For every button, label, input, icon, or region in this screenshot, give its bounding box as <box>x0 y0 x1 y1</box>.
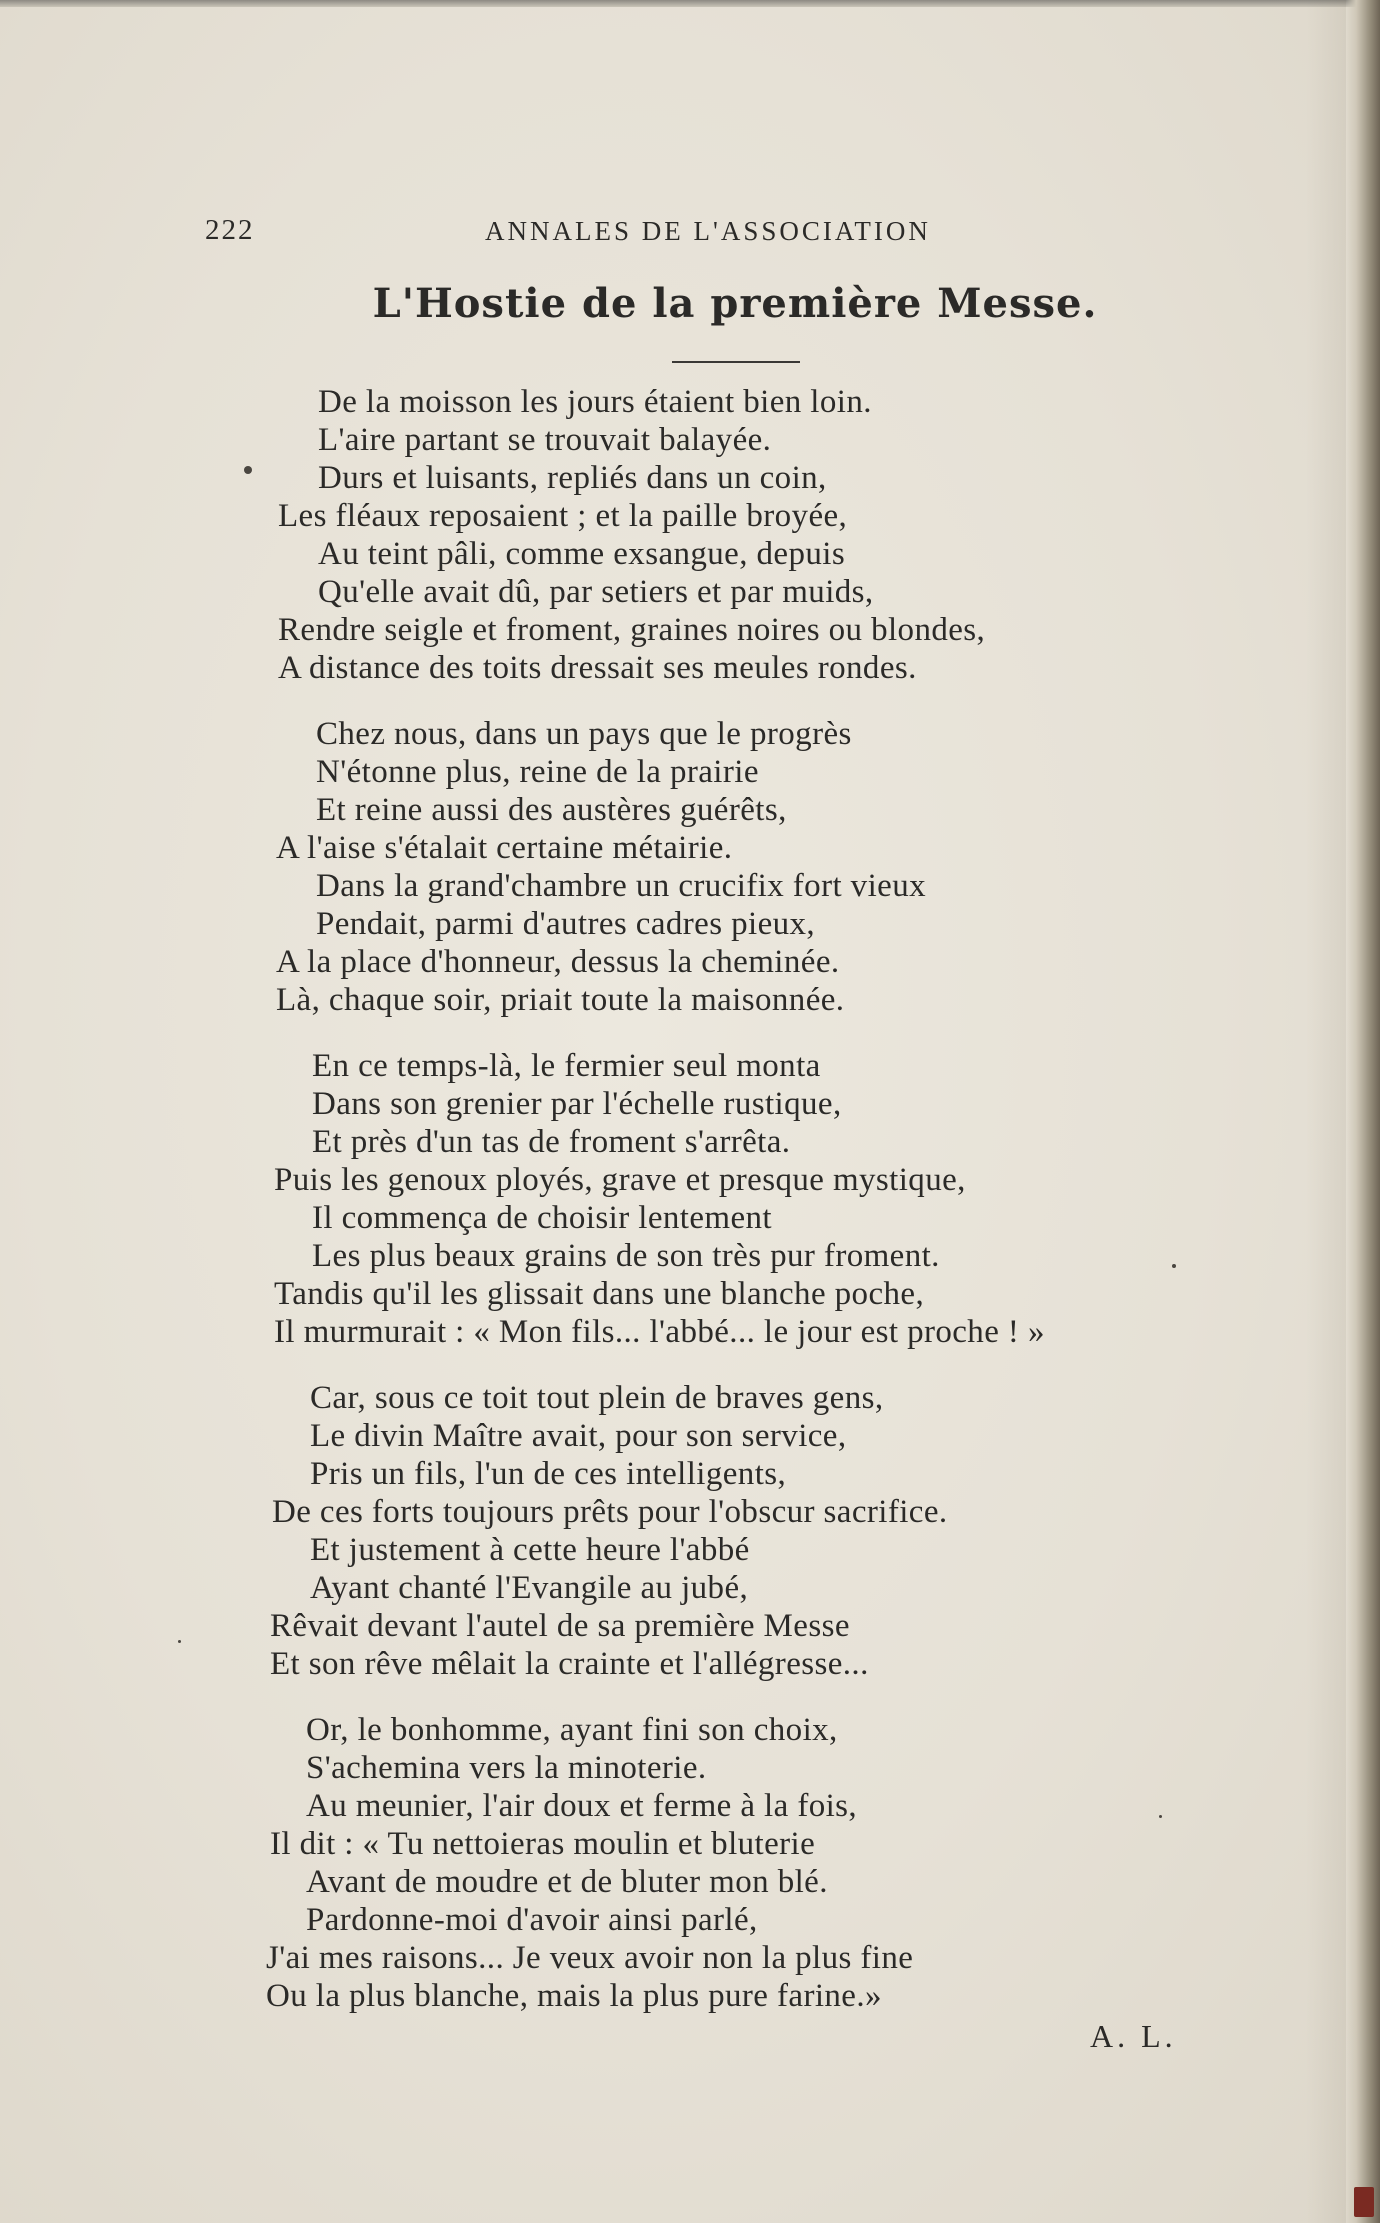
poem-line: Les fléaux reposaient ; et la paille broyée, <box>278 498 848 534</box>
poem-line: Avant de moudre et de bluter mon blé. <box>306 1864 828 1900</box>
poem-line: Ayant chanté l'Evangile au jubé, <box>310 1570 749 1606</box>
corner-ribbon-mark <box>1354 2187 1374 2217</box>
poem-line: Ou la plus blanche, mais la plus pure farine.» <box>266 1978 882 2014</box>
poem-title: L'Hostie de la première Messe. <box>372 280 1098 327</box>
poem-line: Et son rêve mêlait la crainte et l'allégresse... <box>270 1646 869 1682</box>
poem-line: Il dit : « Tu nettoieras moulin et bluterie <box>270 1826 816 1862</box>
author-signature: A. L. <box>1090 2018 1177 2054</box>
ink-speck <box>244 466 252 474</box>
running-title: ANNALES DE L'ASSOCIATION <box>485 216 931 246</box>
poem-line: Il commença de choisir lentement <box>312 1200 772 1236</box>
poem-line: En ce temps-là, le fermier seul monta <box>312 1048 821 1084</box>
poem-line: A la place d'honneur, dessus la cheminée. <box>276 944 840 980</box>
poem-line: Qu'elle avait dû, par setiers et par muids, <box>318 574 874 610</box>
poem-line: Pris un fils, l'un de ces intelligents, <box>310 1456 787 1492</box>
poem-line: L'aire partant se trouvait balayée. <box>318 422 772 458</box>
running-head <box>205 214 1055 254</box>
book-spine <box>1346 0 1380 2223</box>
poem-line: Pardonne-moi d'avoir ainsi parlé, <box>306 1902 758 1938</box>
poem-line: Durs et luisants, repliés dans un coin, <box>318 460 827 496</box>
poem-line: Le divin Maître avait, pour son service, <box>310 1418 847 1454</box>
poem-line: Rendre seigle et froment, graines noires ou blondes, <box>278 612 986 648</box>
poem-line: Et reine aussi des austères guérêts, <box>316 792 787 828</box>
poem-line: Là, chaque soir, priait toute la maisonnée. <box>276 982 845 1018</box>
poem-line: Pendait, parmi d'autres cadres pieux, <box>316 906 816 942</box>
poem-line: Et près d'un tas de froment s'arrêta. <box>312 1124 791 1160</box>
page-top-edge <box>0 0 1380 7</box>
poem-line: Rêvait devant l'autel de sa première Messe <box>270 1608 850 1644</box>
poem-line: Dans la grand'chambre un crucifix fort vieux <box>316 868 926 904</box>
poem-line: S'achemina vers la minoterie. <box>306 1750 707 1786</box>
poem-line: Et justement à cette heure l'abbé <box>310 1532 750 1568</box>
poem-line: Or, le bonhomme, ayant fini son choix, <box>306 1712 838 1748</box>
poem-line: Les plus beaux grains de son très pur froment. <box>312 1238 940 1274</box>
poem-line: De ces forts toujours prêts pour l'obscur sacrifice. <box>272 1494 948 1530</box>
ink-speck <box>1172 1264 1176 1268</box>
poem-line: Chez nous, dans un pays que le progrès <box>316 716 852 752</box>
ink-speck <box>178 1640 181 1643</box>
poem-line: De la moisson les jours étaient bien loin. <box>318 384 872 420</box>
page-number: 222 <box>205 214 255 246</box>
poem-line: J'ai mes raisons... Je veux avoir non la plus fine <box>266 1940 914 1976</box>
poem-line: A distance des toits dressait ses meules rondes. <box>278 650 917 686</box>
poem-line: Car, sous ce toit tout plein de braves gens, <box>310 1380 884 1416</box>
poem-line: Au meunier, l'air doux et ferme à la fois, <box>306 1788 858 1824</box>
title-rule <box>672 361 800 363</box>
poem-line: Dans son grenier par l'échelle rustique, <box>312 1086 842 1122</box>
poem-line: N'étonne plus, reine de la prairie <box>316 754 759 790</box>
poem-line: Tandis qu'il les glissait dans une blanche poche, <box>274 1276 925 1312</box>
spine-shadow <box>1306 0 1346 2223</box>
poem-line: Il murmurait : « Mon fils... l'abbé... le jour est proche ! » <box>274 1314 1045 1350</box>
poem-line: A l'aise s'étalait certaine métairie. <box>276 830 733 866</box>
poem-line: Au teint pâli, comme exsangue, depuis <box>318 536 846 572</box>
poem-line: Puis les genoux ployés, grave et presque mystique, <box>274 1162 966 1198</box>
ink-speck <box>1159 1815 1162 1818</box>
